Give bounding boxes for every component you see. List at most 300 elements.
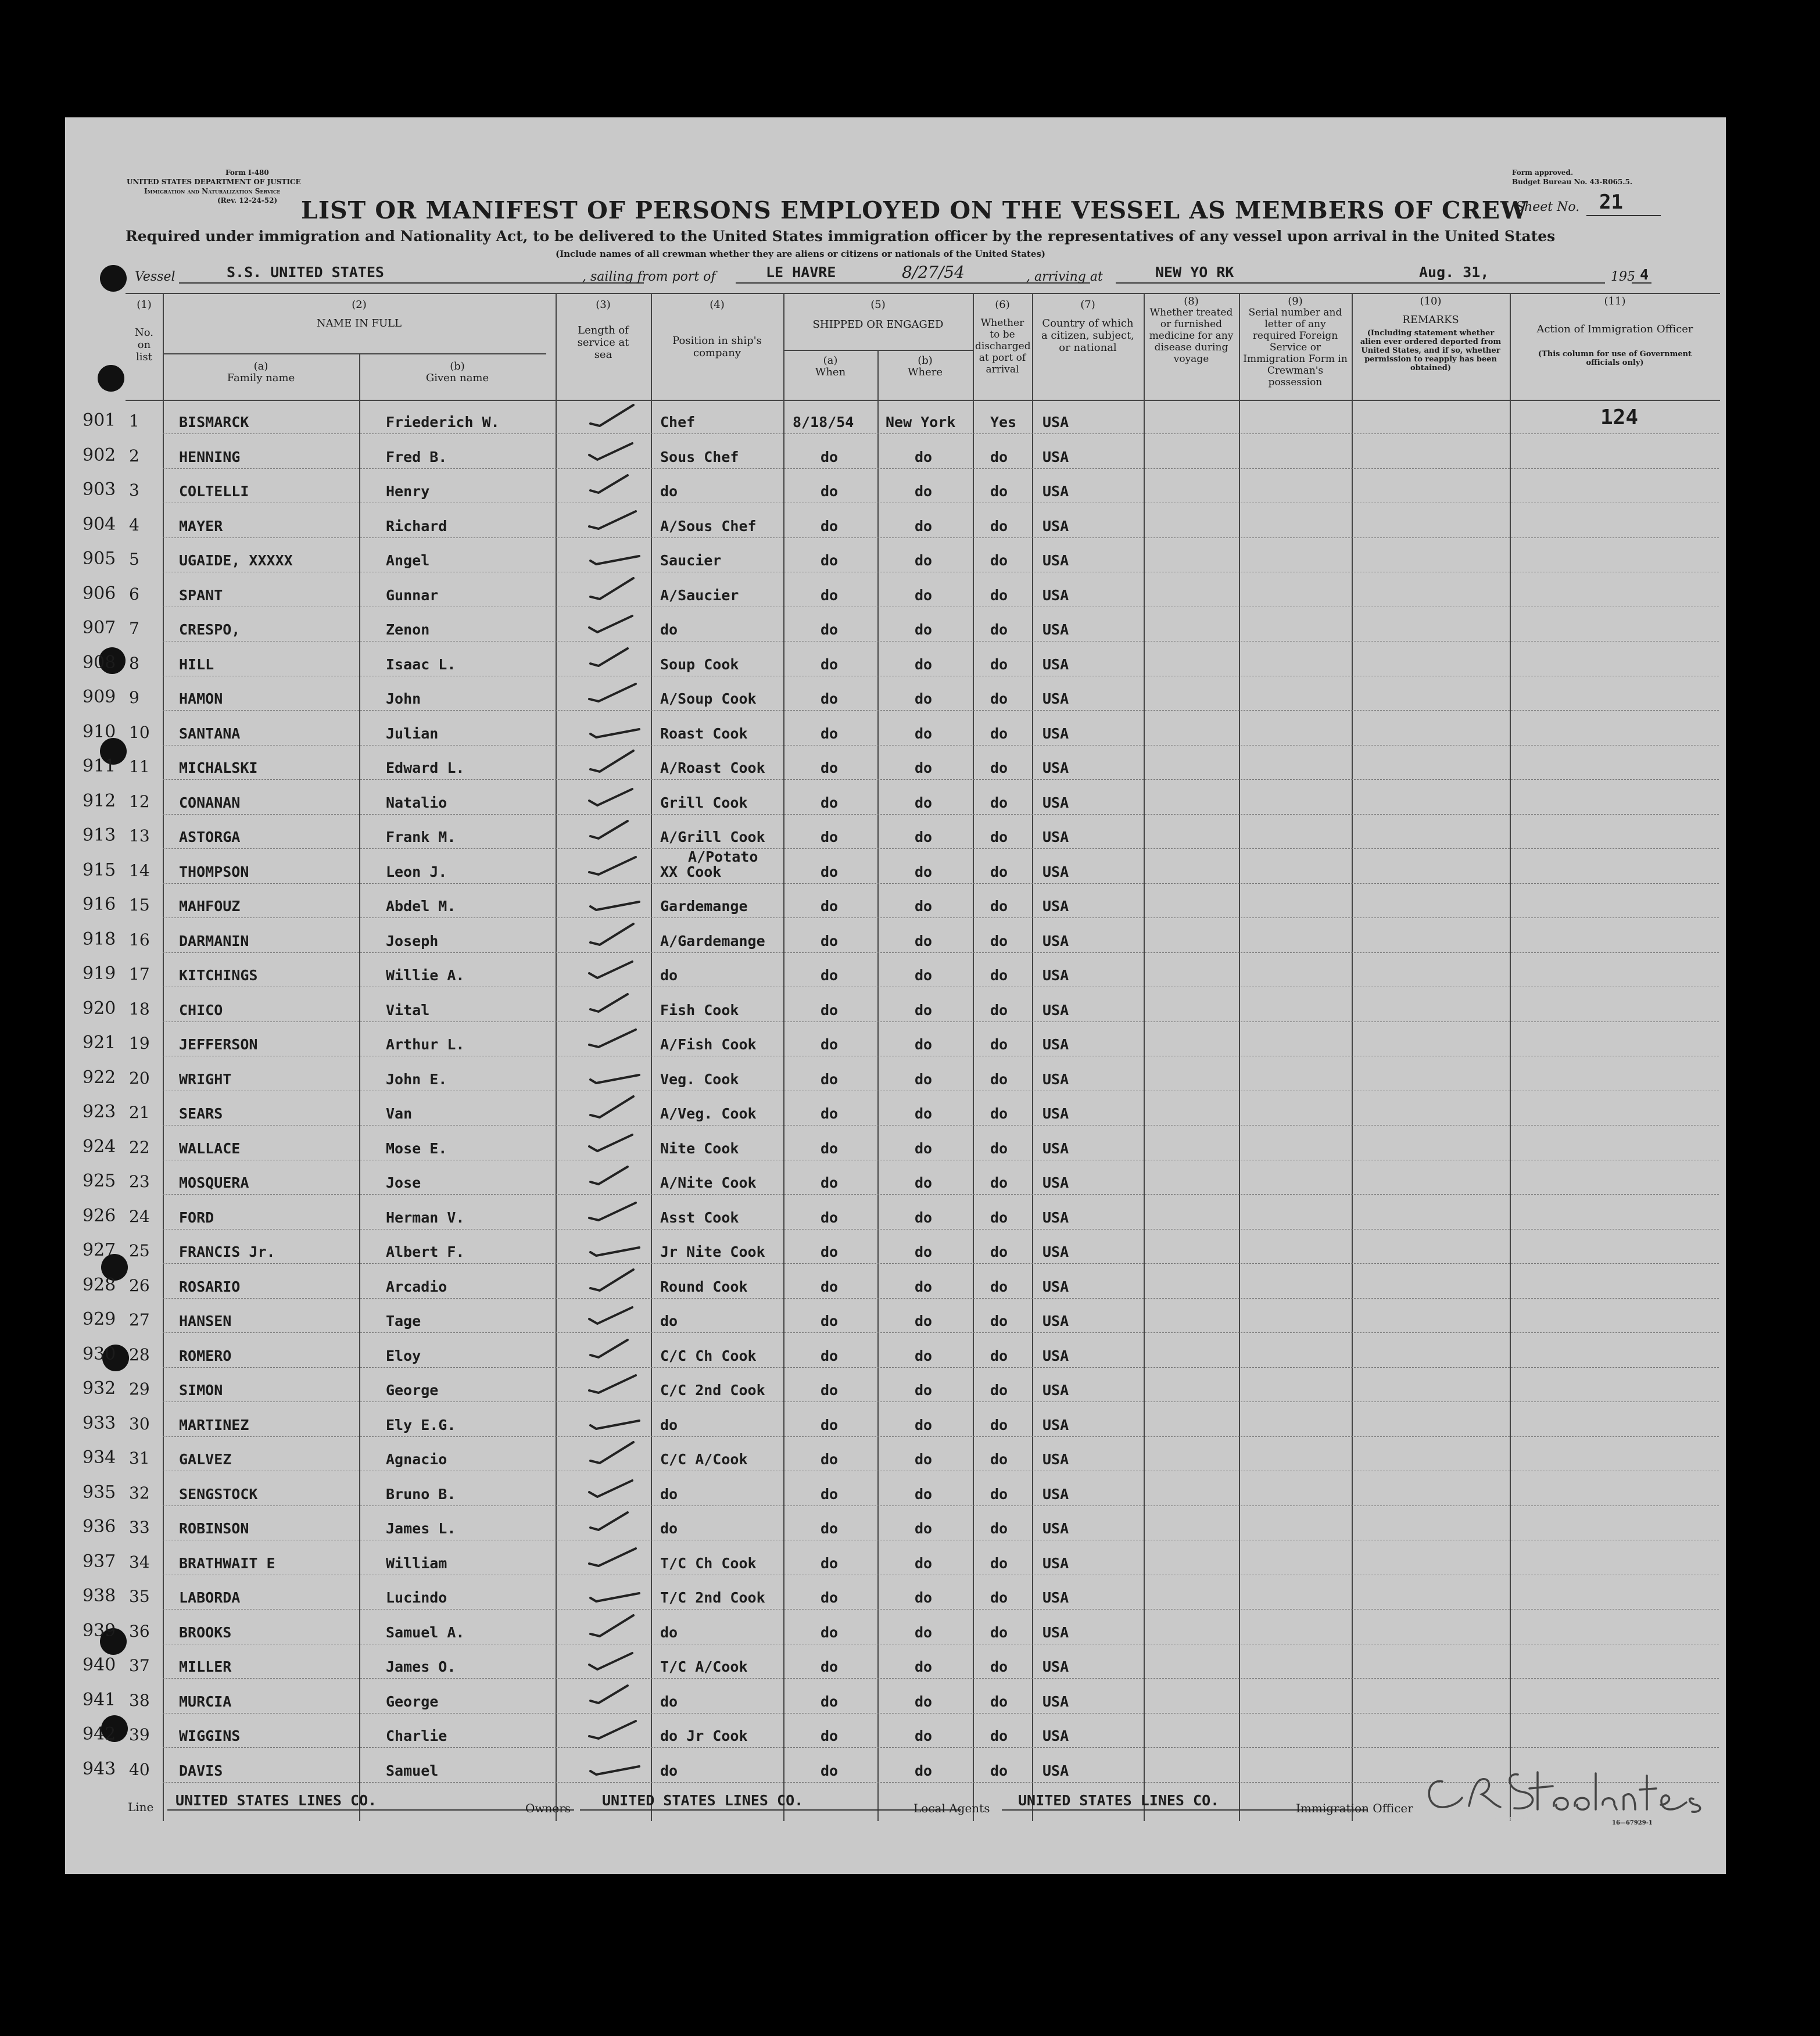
- reference-number: 907: [83, 618, 116, 638]
- family-name: ROMERO: [179, 1347, 232, 1364]
- shipped-when: do: [821, 1313, 839, 1329]
- family-name: WRIGHT: [179, 1070, 232, 1088]
- discharged-at-arrival: Yes: [990, 414, 1017, 431]
- list-number: 22: [129, 1137, 150, 1157]
- discharged-at-arrival: do: [990, 1623, 1008, 1641]
- shipped-where: do: [915, 517, 933, 535]
- checkmark-icon: [587, 679, 645, 708]
- country: USA: [1042, 1485, 1069, 1503]
- country: USA: [1042, 1070, 1069, 1088]
- list-number: 24: [129, 1206, 150, 1226]
- position: do: [660, 1693, 678, 1710]
- vessel-label: Vessel: [135, 270, 175, 284]
- shipped-where: do: [915, 725, 933, 742]
- checkmark-icon: [587, 991, 645, 1020]
- discharged-at-arrival: do: [990, 863, 1008, 880]
- given-name: Albert F.: [386, 1243, 465, 1260]
- position: Nite Cook: [660, 1139, 739, 1157]
- shipped-where: do: [915, 1209, 933, 1226]
- table-row: [65, 538, 1726, 572]
- given-name: Zenon: [386, 621, 430, 638]
- service: Immigration and Naturalization Service: [144, 187, 281, 195]
- col5a-header: When: [815, 366, 846, 378]
- discharged-at-arrival: do: [990, 1382, 1008, 1399]
- shipped-when: do: [821, 1139, 839, 1157]
- position: do: [660, 1416, 678, 1433]
- family-name: CHICO: [179, 1001, 223, 1019]
- discharged-at-arrival: do: [990, 1727, 1008, 1744]
- list-number: 19: [129, 1034, 150, 1053]
- family-name: HENNING: [179, 448, 241, 465]
- checkmark-icon: [587, 438, 645, 467]
- shipped-where: do: [915, 1243, 933, 1260]
- shipped-when: do: [821, 483, 839, 500]
- discharged-at-arrival: do: [990, 1554, 1008, 1572]
- shipped-when: do: [821, 898, 839, 915]
- table-row: [65, 1160, 1726, 1195]
- position: A/Nite Cook: [660, 1174, 757, 1191]
- reference-number: 908: [83, 652, 116, 673]
- checkmark-icon: [587, 1716, 645, 1745]
- discharged-at-arrival: do: [990, 1416, 1008, 1433]
- country: USA: [1042, 1658, 1069, 1675]
- arriving-label: , arriving at: [1026, 270, 1103, 284]
- position: XX Cook: [660, 863, 722, 880]
- table-row: [65, 1714, 1726, 1748]
- checkmark-icon: [587, 610, 645, 639]
- family-name: ROBINSON: [179, 1520, 249, 1537]
- given-name: Edward L.: [386, 759, 465, 776]
- col3-num: (3): [596, 299, 611, 311]
- position: do: [660, 621, 678, 638]
- col2-num: (2): [352, 299, 367, 311]
- discharged-at-arrival: do: [990, 1762, 1008, 1779]
- col9-header: Serial number and letter of any required Foreign Service or Immigration Form in Crewman's possession: [1243, 307, 1348, 388]
- position: do: [660, 1313, 678, 1329]
- checkmark-icon: [587, 1406, 645, 1435]
- shipped-where: New York: [886, 414, 956, 431]
- checkmark-icon: [587, 1509, 645, 1538]
- discharged-at-arrival: do: [990, 483, 1008, 500]
- checkmark-icon: [587, 1647, 645, 1676]
- position: A/Sous Chef: [660, 517, 757, 535]
- checkmark-icon: [587, 1094, 645, 1123]
- col5b-header: Where: [907, 366, 943, 378]
- position: A/Fish Cook: [660, 1036, 757, 1053]
- table-row: [65, 745, 1726, 780]
- col10-note: (Including statement whether alien ever ordered deported from United States, and if so, whether permission to reapply has been obtained): [1360, 329, 1502, 372]
- discharged-at-arrival: do: [990, 1278, 1008, 1295]
- position: A/Saucier: [660, 586, 739, 604]
- list-number: 14: [129, 861, 150, 880]
- given-name: Charlie: [386, 1727, 447, 1744]
- discharged-at-arrival: do: [990, 517, 1008, 535]
- col7-header: Country of which a citizen, subject, or national: [1041, 317, 1135, 354]
- punch-hole: [100, 265, 127, 292]
- country: USA: [1042, 1693, 1069, 1710]
- reference-number: 921: [83, 1033, 116, 1053]
- position: Jr Nite Cook: [660, 1243, 765, 1260]
- table-row: [65, 1264, 1726, 1299]
- country: USA: [1042, 725, 1069, 742]
- discharged-at-arrival: do: [990, 655, 1008, 673]
- list-number: 39: [129, 1725, 150, 1744]
- discharged-at-arrival: do: [990, 1243, 1008, 1260]
- reference-number: 922: [83, 1067, 116, 1088]
- discharged-at-arrival: do: [990, 1520, 1008, 1537]
- list-number: 29: [129, 1379, 150, 1399]
- reference-number: 911: [83, 756, 116, 776]
- country: USA: [1042, 794, 1069, 811]
- position: A/Veg. Cook: [660, 1105, 757, 1122]
- position: T/C A/Cook: [660, 1658, 748, 1675]
- given-name: George: [386, 1693, 439, 1710]
- reference-number: 923: [83, 1102, 116, 1122]
- discharged-at-arrival: do: [990, 725, 1008, 742]
- given-name: Jose: [386, 1174, 421, 1191]
- list-number: 37: [129, 1656, 150, 1675]
- family-name: BRATHWAIT E: [179, 1554, 275, 1572]
- officer-signature: [1419, 1749, 1721, 1830]
- discharged-at-arrival: do: [990, 967, 1008, 984]
- given-name: Eloy: [386, 1347, 421, 1364]
- position: Grill Cook: [660, 794, 748, 811]
- checkmark-icon: [587, 783, 645, 812]
- shipped-where: do: [915, 621, 933, 638]
- country: USA: [1042, 690, 1069, 707]
- family-name: MAYER: [179, 517, 223, 535]
- checkmark-icon: [587, 507, 645, 536]
- table-row: [65, 1472, 1726, 1506]
- reference-number: 929: [83, 1309, 116, 1329]
- list-number: 9: [129, 688, 139, 707]
- list-number: 7: [129, 619, 139, 638]
- shipped-when: do: [821, 448, 839, 465]
- position: A/Gardemange: [660, 932, 765, 949]
- shipped-where: do: [915, 1070, 933, 1088]
- discharged-at-arrival: do: [990, 829, 1008, 845]
- owners-value: UNITED STATES LINES CO.: [602, 1792, 804, 1809]
- family-name: ROSARIO: [179, 1278, 241, 1295]
- table-row: [65, 435, 1726, 469]
- table-row: [65, 919, 1726, 953]
- budget-bureau: Budget Bureau No. 43-R065.5.: [1512, 178, 1633, 186]
- table-row: [65, 607, 1726, 641]
- family-name: SANTANA: [179, 725, 241, 742]
- checkmark-icon: [587, 887, 645, 916]
- shipped-when: do: [821, 1070, 839, 1088]
- position: do Jr Cook: [660, 1727, 748, 1744]
- country: USA: [1042, 1313, 1069, 1329]
- given-name: Fred B.: [386, 448, 447, 465]
- shipped-where: do: [915, 1001, 933, 1019]
- given-name: Abdel M.: [386, 898, 456, 915]
- reference-number: 905: [83, 549, 116, 569]
- table-row: [65, 400, 1726, 434]
- family-name: MAHFOUZ: [179, 898, 241, 915]
- discharged-at-arrival: do: [990, 552, 1008, 569]
- given-name: Herman V.: [386, 1209, 465, 1226]
- shipped-when: do: [821, 1693, 839, 1710]
- table-row: [65, 815, 1726, 849]
- position: Veg. Cook: [660, 1070, 739, 1088]
- country: USA: [1042, 1520, 1069, 1537]
- shipped-where: do: [915, 1589, 933, 1606]
- reference-number: 941: [83, 1689, 116, 1710]
- shipped-when: do: [821, 725, 839, 742]
- list-number: 12: [129, 791, 150, 811]
- shipped-when: do: [821, 621, 839, 638]
- reference-number: 934: [83, 1447, 116, 1468]
- agents-label: Local Agents: [913, 1801, 990, 1815]
- manifest-sheet: [65, 117, 1726, 1874]
- shipped-when: do: [821, 1554, 839, 1572]
- table-row: [65, 504, 1726, 538]
- family-name: LABORDA: [179, 1589, 241, 1606]
- list-number: 16: [129, 930, 150, 949]
- reference-number: 920: [83, 998, 116, 1019]
- list-number: 34: [129, 1552, 150, 1572]
- discharged-at-arrival: do: [990, 898, 1008, 915]
- checkmark-icon: [587, 714, 645, 743]
- country: USA: [1042, 1278, 1069, 1295]
- family-name: UGAIDE, XXXXX: [179, 552, 293, 569]
- col11-note: (This column for use of Government officials only): [1538, 350, 1692, 367]
- checkmark-icon: [587, 576, 645, 605]
- sailing-label: , sailing from port of: [582, 270, 716, 284]
- shipped-when: do: [821, 1451, 839, 1468]
- reference-number: 901: [83, 410, 116, 431]
- discharged-at-arrival: do: [990, 1105, 1008, 1122]
- position-correction: A/Potato: [688, 848, 758, 865]
- line-value: UNITED STATES LINES CO.: [175, 1792, 377, 1809]
- family-name: MICHALSKI: [179, 759, 258, 776]
- given-name: James L.: [386, 1520, 456, 1537]
- family-name: MURCIA: [179, 1693, 232, 1710]
- list-number: 40: [129, 1759, 150, 1779]
- shipped-where: do: [915, 1762, 933, 1779]
- list-number: 11: [129, 757, 150, 776]
- table-row: [65, 780, 1726, 815]
- discharged-at-arrival: do: [990, 1485, 1008, 1503]
- position: do: [660, 967, 678, 984]
- country: USA: [1042, 829, 1069, 845]
- shipped-when: do: [821, 863, 839, 880]
- list-number: 21: [129, 1103, 150, 1122]
- reference-number: 935: [83, 1482, 116, 1503]
- table-row: [65, 711, 1726, 745]
- shipped-where: do: [915, 1347, 933, 1364]
- country: USA: [1042, 1382, 1069, 1399]
- reference-number: 918: [83, 929, 116, 949]
- family-name: SEARS: [179, 1105, 223, 1122]
- list-number: 26: [129, 1275, 150, 1295]
- reference-number: 938: [83, 1586, 116, 1606]
- list-number: 38: [129, 1690, 150, 1710]
- col2b-num: (b): [450, 360, 465, 372]
- checkmark-icon: [587, 1682, 645, 1711]
- position: A/Grill Cook: [660, 829, 765, 845]
- table-row: [65, 469, 1726, 503]
- col10-num: (10): [1420, 295, 1442, 307]
- shipped-where: do: [915, 655, 933, 673]
- shipped-where: do: [915, 1313, 933, 1329]
- position: T/C Ch Cook: [660, 1554, 757, 1572]
- family-name: CRESPO,: [179, 621, 241, 638]
- reference-number: 924: [83, 1136, 116, 1157]
- position: do: [660, 1762, 678, 1779]
- given-name: Lucindo: [386, 1589, 447, 1606]
- country: USA: [1042, 448, 1069, 465]
- family-name: FRANCIS Jr.: [179, 1243, 275, 1260]
- table-row: [65, 953, 1726, 987]
- shipped-when: do: [821, 1658, 839, 1675]
- col4-num: (4): [710, 299, 725, 311]
- position: Gardemange: [660, 898, 748, 915]
- shipped-when: do: [821, 1347, 839, 1364]
- year-suffix: 4: [1640, 266, 1649, 283]
- shipped-when: do: [821, 517, 839, 535]
- discharged-at-arrival: do: [990, 1174, 1008, 1191]
- table-row: [65, 1575, 1726, 1610]
- table-row: [65, 1541, 1726, 1575]
- given-name: Agnacio: [386, 1451, 447, 1468]
- col10-header: REMARKS: [1402, 314, 1459, 326]
- given-name: Arcadio: [386, 1278, 447, 1295]
- reference-number: 937: [83, 1551, 116, 1572]
- checkmark-icon: [587, 1613, 645, 1642]
- shipped-where: do: [915, 1658, 933, 1675]
- shipped-where: do: [915, 829, 933, 845]
- shipped-where: do: [915, 898, 933, 915]
- shipped-when: do: [821, 690, 839, 707]
- shipped-when: do: [821, 759, 839, 776]
- given-name: John: [386, 690, 421, 707]
- list-number: 8: [129, 653, 139, 673]
- table-row: [65, 1644, 1726, 1679]
- include-note: (Include names of all crewman whether they are aliens or citizens or nationals of the United States): [556, 249, 1045, 259]
- checkmark-icon: [587, 472, 645, 501]
- list-number: 5: [129, 550, 139, 569]
- discharged-at-arrival: do: [990, 448, 1008, 465]
- col5-header: SHIPPED OR ENGAGED: [812, 318, 944, 331]
- reference-number: 932: [83, 1378, 116, 1399]
- given-name: Arthur L.: [386, 1036, 465, 1053]
- family-name: THOMPSON: [179, 863, 249, 880]
- checkmark-icon: [587, 1060, 645, 1089]
- shipped-where: do: [915, 759, 933, 776]
- given-name: Samuel: [386, 1762, 439, 1779]
- family-name: CONANAN: [179, 794, 241, 811]
- col11-num: (11): [1604, 295, 1626, 307]
- sheet-number: 21: [1599, 191, 1623, 214]
- reference-number: 915: [83, 859, 116, 880]
- revision: (Rev. 12-24-52): [217, 196, 278, 205]
- reference-number: 912: [83, 790, 116, 811]
- country: USA: [1042, 863, 1069, 880]
- checkmark-icon: [587, 1129, 645, 1158]
- col5a-num: (a): [823, 354, 838, 367]
- table-row: [65, 1091, 1726, 1125]
- table-row: [65, 1437, 1726, 1471]
- shipped-where: do: [915, 552, 933, 569]
- shipped-where: do: [915, 1623, 933, 1641]
- shipped-where: do: [915, 690, 933, 707]
- reference-number: 910: [83, 721, 116, 742]
- discharged-at-arrival: do: [990, 1209, 1008, 1226]
- discharged-at-arrival: do: [990, 1070, 1008, 1088]
- checkmark-icon: [587, 1198, 645, 1227]
- checkmark-icon: [587, 818, 645, 847]
- given-name: George: [386, 1382, 439, 1399]
- shipped-when: do: [821, 967, 839, 984]
- col3-header: Length of service at sea: [577, 324, 629, 361]
- list-number: 15: [129, 895, 150, 915]
- shipped-when: do: [821, 1174, 839, 1191]
- shipped-when: do: [821, 655, 839, 673]
- given-name: Angel: [386, 552, 430, 569]
- reference-number: 936: [83, 1517, 116, 1537]
- page-title: LIST OR MANIFEST OF PERSONS EMPLOYED ON THE VESSEL AS MEMBERS OF CREW: [301, 196, 1528, 224]
- checkmark-icon: [587, 541, 645, 570]
- col2a-header: Family name: [227, 372, 295, 384]
- given-name: Gunnar: [386, 586, 439, 604]
- signature-text: C R Stoolanted: [1483, 1814, 1545, 1823]
- country: USA: [1042, 967, 1069, 984]
- shipped-where: do: [915, 1036, 933, 1053]
- reference-number: 926: [83, 1205, 116, 1226]
- year-prefix: 195: [1611, 270, 1635, 284]
- given-name: Tage: [386, 1313, 421, 1329]
- discharged-at-arrival: do: [990, 932, 1008, 949]
- owners-label: Owners: [525, 1801, 571, 1815]
- shipped-where: do: [915, 1174, 933, 1191]
- discharged-at-arrival: do: [990, 759, 1008, 776]
- shipped-where: do: [915, 1727, 933, 1744]
- shipped-when: do: [821, 829, 839, 845]
- sheet-label: Sheet No.: [1516, 200, 1580, 214]
- col1-header: No. on list: [135, 327, 153, 363]
- list-number: 1: [129, 411, 139, 431]
- table-row: [65, 1022, 1726, 1056]
- family-name: MARTINEZ: [179, 1416, 249, 1433]
- table-row: [65, 1506, 1726, 1540]
- reference-number: 913: [83, 825, 116, 845]
- punch-hole: [98, 365, 124, 392]
- position: do: [660, 1623, 678, 1641]
- given-name: Van: [386, 1105, 413, 1122]
- country: USA: [1042, 1416, 1069, 1433]
- table-row: [65, 676, 1726, 711]
- list-number: 28: [129, 1345, 150, 1364]
- checkmark-icon: [587, 1440, 645, 1469]
- reference-number: 942: [83, 1724, 116, 1744]
- shipped-when: do: [821, 1416, 839, 1433]
- family-name: SPANT: [179, 586, 223, 604]
- checkmark-icon: [587, 922, 645, 951]
- shipped-where: do: [915, 586, 933, 604]
- line-label: Line: [128, 1800, 154, 1814]
- shipped-when: do: [821, 1623, 839, 1641]
- col8-header: Whether treated or furnished medicine for any disease during voyage: [1149, 307, 1234, 365]
- shipped-when: do: [821, 1520, 839, 1537]
- reference-number: 933: [83, 1413, 116, 1433]
- given-name: Joseph: [386, 932, 439, 949]
- given-name: Natalio: [386, 794, 447, 811]
- country: USA: [1042, 1589, 1069, 1606]
- shipped-where: do: [915, 483, 933, 500]
- shipped-when: do: [821, 932, 839, 949]
